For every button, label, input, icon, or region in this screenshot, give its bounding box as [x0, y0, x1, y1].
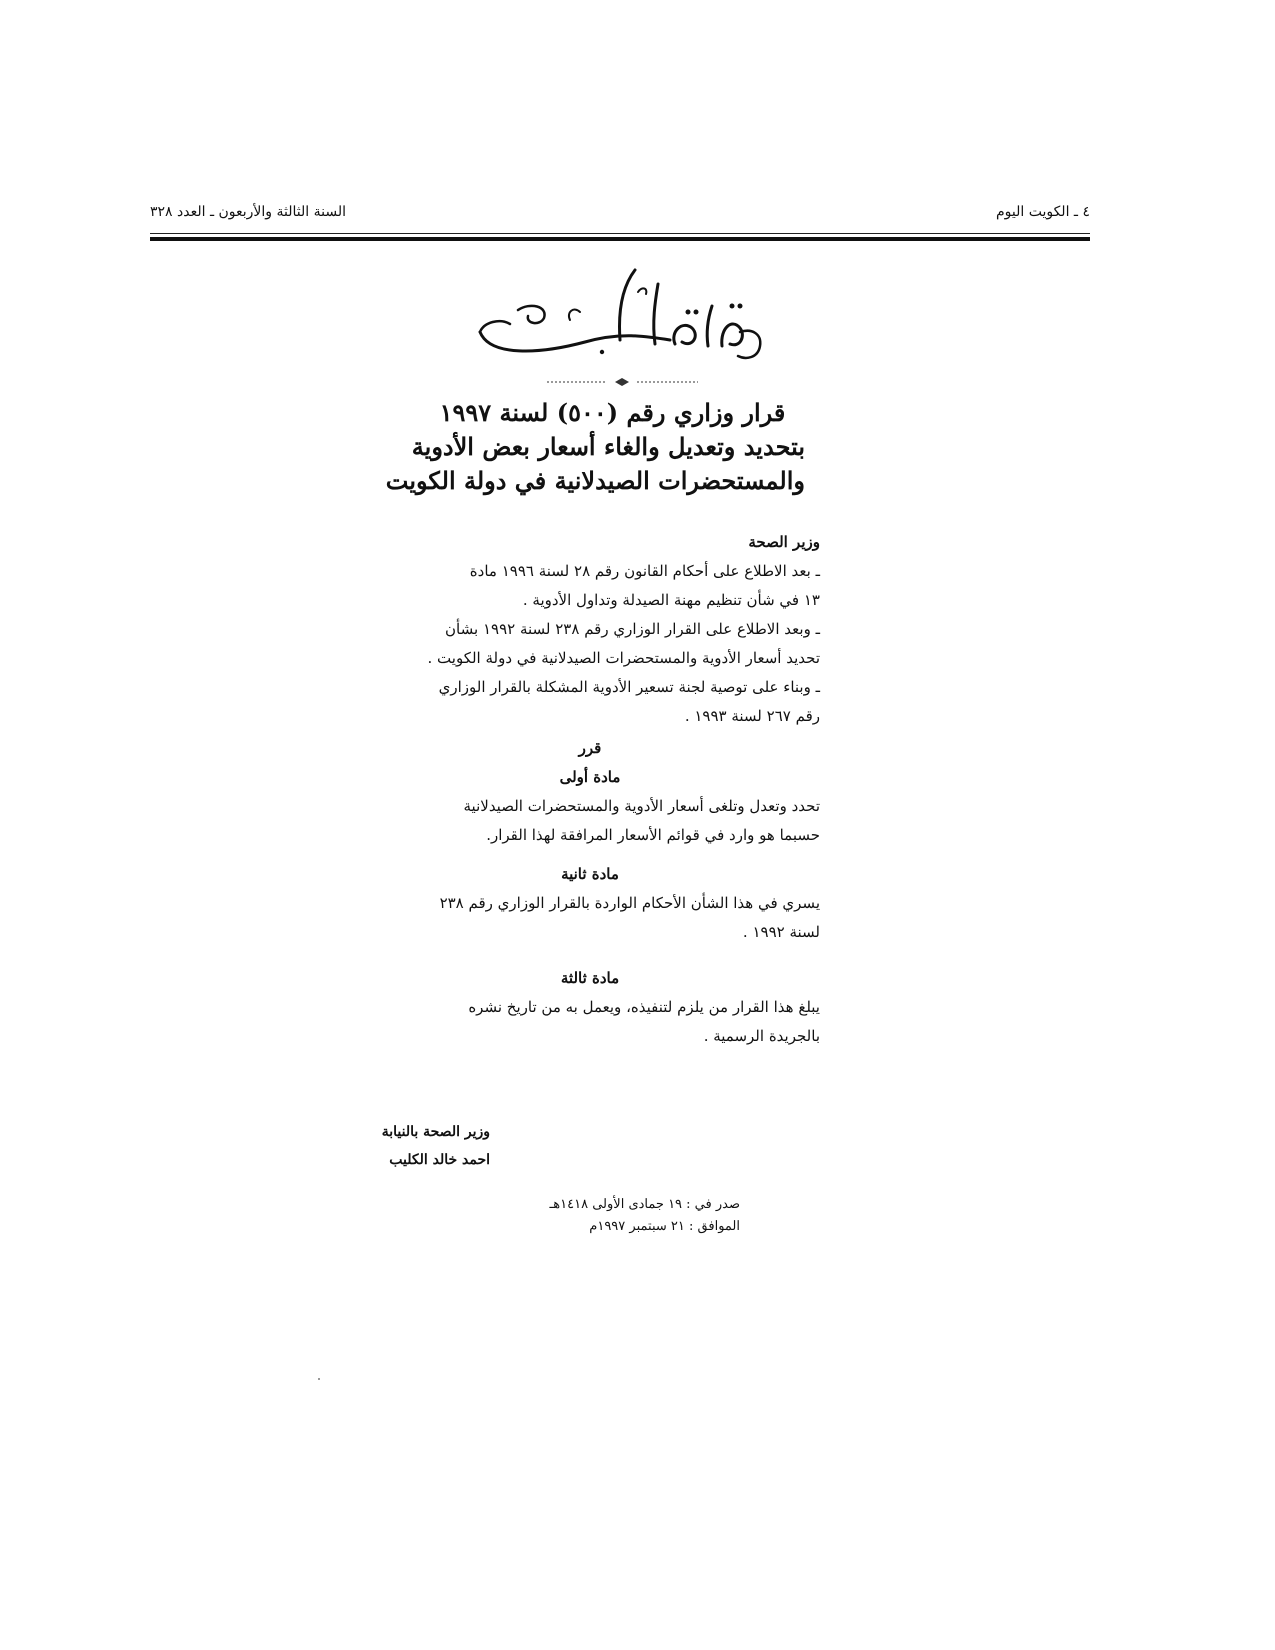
article-2 [360, 860, 820, 947]
article-title: مادة أولى [559, 768, 621, 786]
article-line: بالجريدة الرسمية . [703, 1027, 820, 1045]
article-title: مادة ثالثة [560, 969, 620, 987]
article-line: تحدد وتعدل وتلغى أسعار الأدوية والمستحضرات الصيدلانية [463, 797, 820, 815]
signatory-name: احمد خالد الكليب [389, 1152, 490, 1168]
scan-speck [318, 1378, 320, 1380]
title-line: قرار وزاري رقم (٥٠٠) لسنة ١٩٩٧ [439, 398, 786, 427]
article-3 [360, 964, 820, 1051]
title-line: والمستحضرات الصيدلانية في دولة الكويت [385, 466, 805, 495]
preamble [360, 528, 820, 731]
ministry-calligraphy-logo [470, 262, 770, 372]
issue-date-block [500, 1194, 740, 1238]
article-line: لسنة ١٩٩٢ . [742, 923, 820, 941]
header-issue-info: السنة الثالثة والأربعون ـ العدد ٣٢٨ [150, 204, 346, 220]
title-line: بتحديد وتعديل والغاء أسعار بعض الأدوية [411, 432, 805, 461]
header-rule-thick [150, 237, 1090, 241]
header-page-info: ٤ ـ الكويت اليوم [995, 204, 1090, 220]
preamble-line: ـ وبعد الاطلاع على القرار الوزاري رقم ٢٣٨ لسنة ١٩٩٢ بشأن [445, 620, 820, 638]
preamble-line: رقم ٢٦٧ لسنة ١٩٩٣ . [684, 707, 820, 725]
preamble-line: ١٣ في شأن تنظيم مهنة الصيدلة وتداول الأدوية . [522, 591, 820, 609]
article-title: مادة ثانية [561, 865, 619, 883]
issue-date-hijri: صدر في : ١٩ جمادى الأولى ١٤١٨هـ [549, 1197, 740, 1212]
issue-date-gregorian: الموافق : ٢١ سبتمبر ١٩٩٧م [589, 1219, 740, 1234]
article-line: يسري في هذا الشأن الأحكام الواردة بالقرار الوزاري رقم ٢٣٨ [439, 894, 820, 912]
signatory-title: وزير الصحة بالنيابة [381, 1124, 490, 1140]
preamble-line: تحديد أسعار الأدوية والمستحضرات الصيدلانية في دولة الكويت . [427, 649, 820, 667]
article-line: حسبما هو وارد في قوائم الأسعار المرافقة لهذا القرار. [486, 826, 820, 844]
ornament-divider [545, 377, 700, 387]
decision-article-1 [360, 734, 820, 850]
decision-label: قرر [578, 739, 602, 757]
header-rule-thin [150, 233, 1090, 234]
article-line: يبلغ هذا القرار من يلزم لتنفيذه، ويعمل به من تاريخ نشره [468, 998, 820, 1016]
preamble-heading: وزير الصحة [748, 533, 820, 551]
signature-block [330, 1118, 490, 1174]
preamble-line: ـ وبناء على توصية لجنة تسعير الأدوية المشكلة بالقرار الوزاري [438, 678, 820, 696]
preamble-line: ـ بعد الاطلاع على أحكام القانون رقم ٢٨ لسنة ١٩٩٦ مادة [469, 562, 820, 580]
decree-title [385, 396, 805, 498]
